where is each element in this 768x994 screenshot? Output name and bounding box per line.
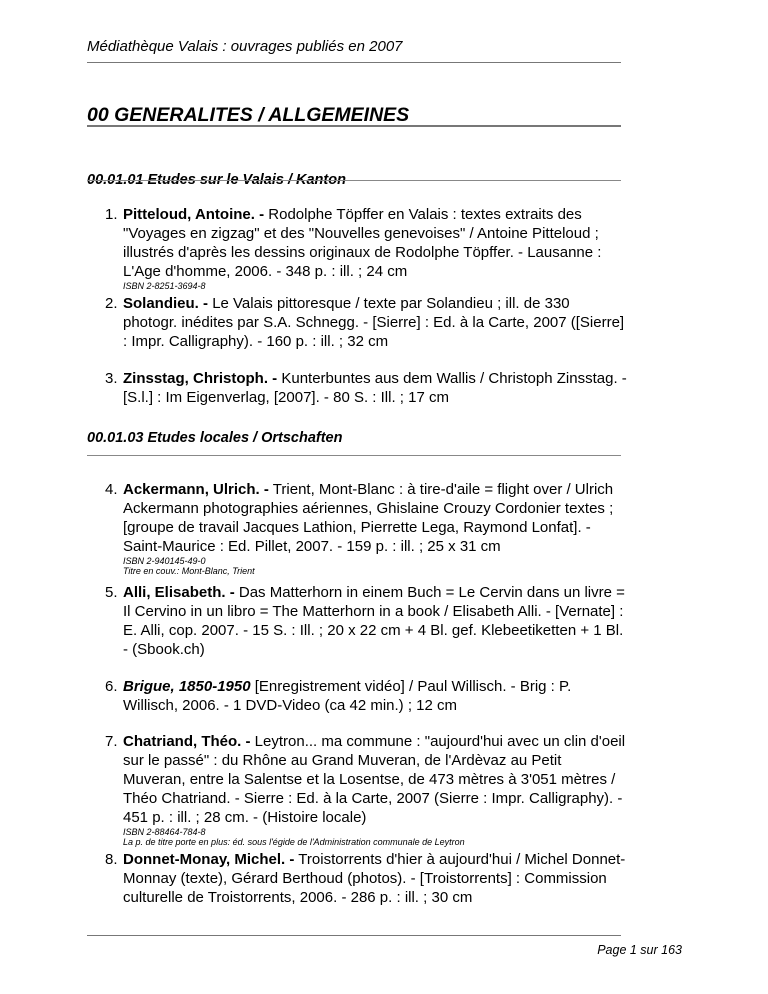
entry-number: 4. <box>105 481 118 498</box>
entry-number: 7. <box>105 733 118 750</box>
section-title: 00 GENERALITES / ALLGEMEINES <box>87 104 410 126</box>
bibliography-entry <box>107 583 627 659</box>
entry-text: Das Matterhorn in einem Buch = Le Cervin dans un livre = Il Cervino in un libro = The Matterhorn in a book / Elisabeth Alli. - [Vernate] : E. Alli, cop. 2007. - 15 S. : Ill. ; 20 x 22 cm + 4 Bl. gef. Klebeetiketten + 1 Bl. - (Sbook.ch) <box>123 584 625 658</box>
entry-author: Donnet-Monay, Michel. - <box>123 851 295 868</box>
page-header: Médiathèque Valais : ouvrages publiés en 2007 <box>87 38 403 55</box>
bibliography-entry <box>107 850 627 907</box>
entry-note: ISBN 2-88464-784-8 <box>123 827 206 837</box>
entry-number: 8. <box>105 851 118 868</box>
subsection-rule <box>87 455 621 456</box>
footer-rule <box>87 935 621 936</box>
entry-text: [Enregistrement vidéo] / Paul Willisch. - Brig : P. Willisch, 2006. - 1 DVD-Video (ca 42 min.) ; 12 cm <box>123 678 572 714</box>
entry-title-heading: Brigue, 1850-1950 <box>123 678 251 695</box>
bibliography-entry <box>107 677 627 715</box>
entry-note: ISBN 2-8251-3694-8 <box>123 281 206 291</box>
bibliography-entry <box>107 480 627 576</box>
entry-number: 2. <box>105 295 118 312</box>
entry-text: Troistorrents d'hier à aujourd'hui / Michel Donnet-Monnay (texte), Gérard Berthoud (photos). - [Troistorrents] : Commission culturelle de Troistorrents, 2006. - 286 p. : ill. ; 30 cm <box>123 851 626 906</box>
subsection-title: 00.01.03 Etudes locales / Ortschaften <box>87 430 343 446</box>
entry-text: Kunterbuntes aus dem Wallis / Christoph Zinsstag. - [S.l.] : Im Eigenverlag, [2007]. - 80 S. : Ill. ; 17 cm <box>123 370 627 406</box>
entry-number: 5. <box>105 584 118 601</box>
entry-author: Chatriand, Théo. - <box>123 733 251 750</box>
entry-text: Le Valais pittoresque / texte par Solandieu ; ill. de 330 photogr. inédites par S.A. Schnegg. - [Sierre] : Ed. à la Carte, 2007 ([Sierre] : Impr. Calligraphy). - 160 p. : ill. ; 32 cm <box>123 295 625 350</box>
entry-number: 1. <box>105 206 118 223</box>
entry-number: 3. <box>105 370 118 387</box>
entry-note: ISBN 2-940145-49-0 <box>123 556 206 566</box>
entry-author: Zinsstag, Christoph. - <box>123 370 278 387</box>
entry-number: 6. <box>105 678 118 695</box>
header-rule <box>87 62 621 63</box>
section-rule <box>87 125 621 127</box>
entry-author: Pitteloud, Antoine. - <box>123 206 265 223</box>
bibliography-entry <box>107 205 627 291</box>
entry-text: Rodolphe Töpffer en Valais : textes extraits des "Voyages en zigzag" et des "Nouvelles genevoises" / Antoine Pitteloud ; illustrés d'après les dessins originaux de Rodolphe Töpffer. - Lausanne : L'Age d'homme, 2006. - 348 p. : ill. ; 24 cm <box>123 206 602 280</box>
bibliography-entry <box>107 369 627 407</box>
page-number: Page 1 sur 163 <box>597 943 682 957</box>
entry-author: Solandieu. - <box>123 295 209 312</box>
entry-text: Trient, Mont-Blanc : à tire-d'aile = flight over / Ulrich Ackermann photographies aériennes, Ghislaine Crouzy Cordonier textes ; [groupe de travail Jacques Lathion, Pierrette Lega, Raymond Lonfat]. - Saint-Maurice : Ed. Pillet, 2007. - 159 p. : ill. ; 25 x 31 cm <box>123 481 614 555</box>
entry-text: Leytron... ma commune : "aujourd'hui avec un clin d'oeil sur le passé" : du Rhône au Grand Muveran, de l'Ardèvaz au Petit Muveran, entre la Salentse et la Losentse, de 473 mètres à 3'051 mètres / Théo Chatriand. - Sierre : Ed. à la Carte, 2007 (Sierre : Impr. Calligraphy). - 451 p. : ill. ; 28 cm. - (Histoire locale) <box>123 733 626 826</box>
subsection-rule <box>87 180 621 181</box>
entry-author: Ackermann, Ulrich. - <box>123 481 269 498</box>
bibliography-entry <box>107 732 627 847</box>
subsection-title: 00.01.01 Etudes sur le Valais / Kanton <box>87 172 346 188</box>
entry-note: Titre en couv.: Mont-Blanc, Trient <box>123 566 255 576</box>
entry-note: La p. de titre porte en plus: éd. sous l'égide de l'Administration communale de Leytron <box>123 837 465 847</box>
bibliography-entry <box>107 294 627 351</box>
entry-author: Alli, Elisabeth. - <box>123 584 235 601</box>
